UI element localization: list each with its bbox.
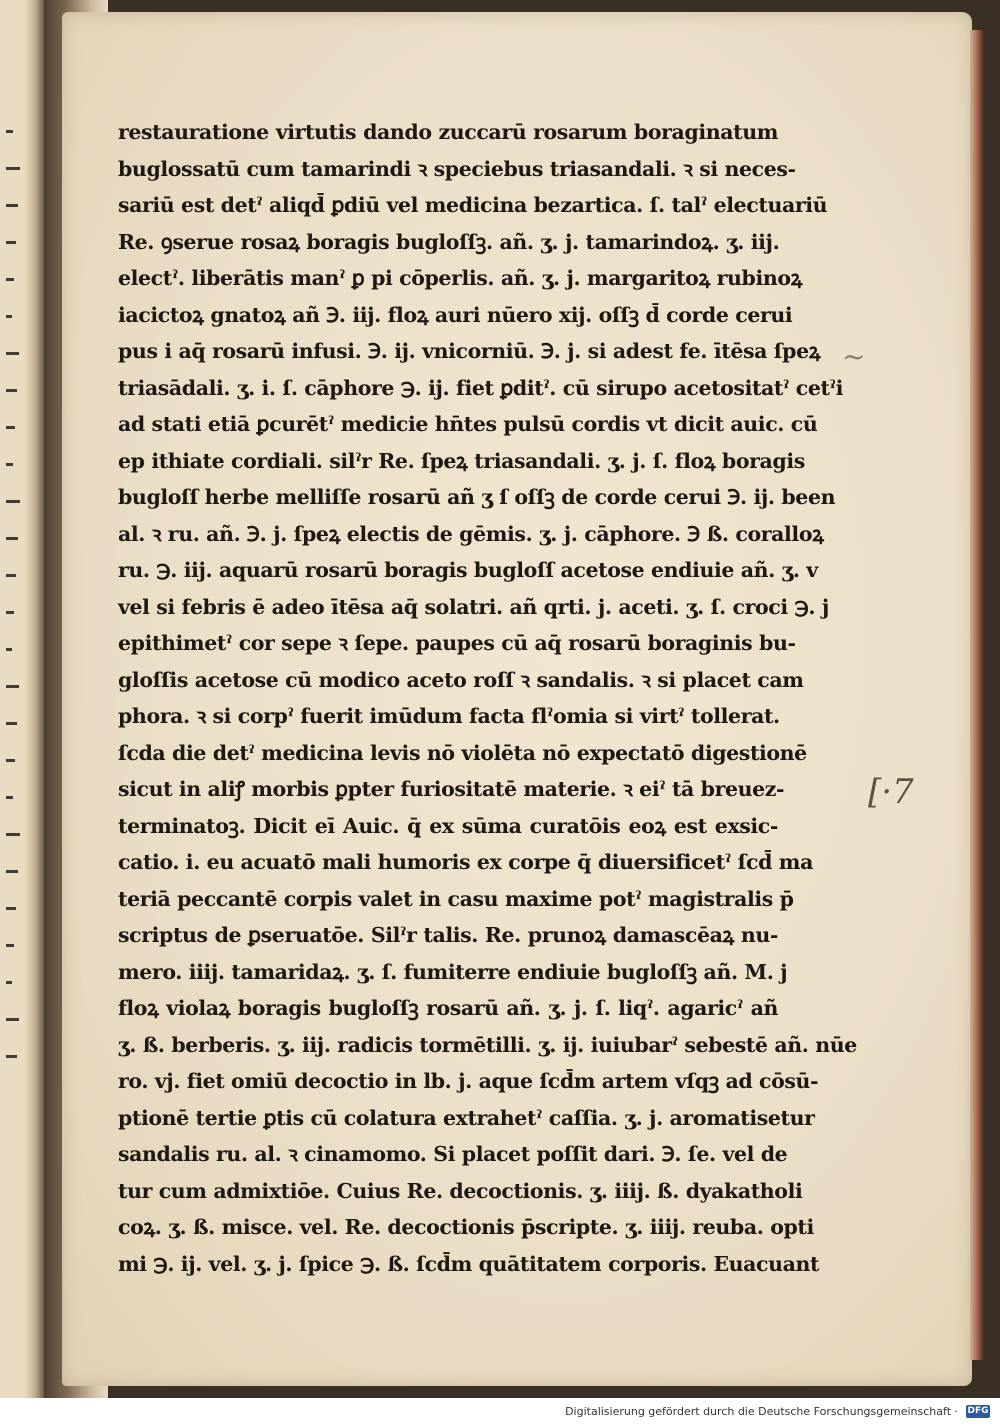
text-line: ep ithiate cordiali. silˀr Re. ſpeꝝ triasandali. ʒ. j. ſ. floꝝ boragis: [118, 448, 805, 473]
left-page-glyph: [6, 241, 16, 244]
left-page-glyph: [6, 944, 14, 947]
text-line: floꝝ violaꝝ boragis bugloſſꝫ rosarū añ. ʒ. j. ſ. liqˀ. agaricˀ añ: [118, 996, 778, 1020]
left-page-glyph: [6, 204, 18, 207]
left-page-glyph: [6, 685, 19, 688]
left-page-glyph: [6, 833, 20, 836]
text-line: phora. ꝛ si corpˀ fuerit imūdum facta flˀomia si virtˀ tollerat.: [118, 704, 780, 728]
text-line: teriā peccantē corpis valet in casu maxime potˀ magistralis p̄: [118, 886, 794, 911]
left-page-glyph: [6, 870, 18, 873]
left-page-glyph: [6, 722, 17, 725]
left-page-glyph: [6, 130, 13, 133]
text-line: epithimetˀ cor sepe ꝛ ſepe. paupes cū aq̄ rosarū boraginis bu-: [118, 631, 796, 655]
left-page-glyph: [6, 907, 16, 910]
text-line: ro. vj. fiet omiū decoctio in lb. j. aque ſcd̄m artem vſqꝫ ad cōsū-: [118, 1069, 819, 1093]
footer-credit: Digitalisierung gefördert durch die Deutsche Forschungsgemeinschaft ·: [565, 1405, 958, 1418]
left-page-glyph: [6, 648, 12, 651]
text-line: mero. iiij. tamaridaꝝ. ʒ. ſ. fumiterre endiuie bugloſſꝫ añ. M. j: [118, 959, 788, 984]
left-page-glyph: [6, 167, 20, 170]
marginal-note-1: ~: [842, 340, 866, 373]
text-line: ru. ℈. iij. aquarū rosarū boragis bugloſſ acetose endiuie añ. ʒ. v: [118, 558, 818, 582]
text-line: iacictoꝝ gnatoꝝ añ ℈. iij. floꝝ auri nūero xij. oſſꝫ d̄ corde cerui: [118, 302, 793, 327]
left-page-glyph: [6, 611, 14, 614]
text-line: ptionē tertie ꝑtis cū colatura extrahetˀ caſſia. ʒ. j. aromatisetur: [118, 1105, 815, 1130]
left-page-glyph: [6, 537, 18, 540]
left-page-glyph: [6, 796, 13, 799]
text-line: sicut in aliꝭ morbis ꝑpter furiositatē materie. ꝛ eiˀ tā breuez-: [118, 777, 785, 801]
left-page-glyph: [6, 1055, 17, 1058]
text-line: electˀ. liberātis manˀ ꝑ pi cōperlis. añ. ʒ. j. margaritoꝝ rubinoꝝ: [118, 266, 803, 290]
text-line: terminatoꝫ. Dicit eī Auic. q̄ ex sūma curatōis eoꝝ est exsic-: [118, 813, 778, 838]
text-block: [118, 114, 857, 1282]
text-line: Re. ꝯserue rosaꝝ boragis bugloſſꝫ. añ. ʒ. j. tamarindoꝝ. ʒ. iij.: [118, 229, 780, 254]
text-line: tur cum admixtiōe. Cuius Re. decoctionis. ʒ. iiij. ß. dyakatholi: [118, 1178, 803, 1203]
footer-bar: [0, 1398, 1000, 1426]
left-page-glyph: [6, 759, 15, 762]
text-line: buglossatū cum tamarindi ꝛ speciebus triasandali. ꝛ si neces-: [118, 156, 796, 181]
text-line: coꝝ. ʒ. ß. misce. vel. Re. decoctionis p̄scripte. ʒ. iiij. reuba. opti: [118, 1215, 814, 1239]
text-line: triasādali. ʒ. i. ſ. cāphore ℈. ij. fiet ꝑditˀ. cū sirupo acetositatˀ cetˀi: [118, 375, 843, 400]
right-page-edge: [970, 30, 984, 1360]
text-line: gloſſis acetose cū modico aceto roſſ ꝛ sandalis. ꝛ si placet cam: [118, 667, 804, 692]
left-page-glyph: [6, 389, 17, 392]
text-line: pus i aq̄ rosarū infusi. ℈. ij. vnicorniū. ℈. j. si adest fe. ītēsa ſpeꝝ: [118, 339, 821, 363]
left-page-glyph: [6, 574, 16, 577]
left-page-glyph: [6, 315, 12, 318]
text-line: al. ꝛ ru. añ. ℈. j. ſpeꝝ electis de gēmis. ʒ. j. cāphore. ℈ ß. coralloꝝ: [118, 521, 824, 546]
text-line: mi ℈. ij. vel. ʒ. j. ſpice ℈. ß. ſcd̄m quātitatem corporis. Euacuant: [118, 1251, 820, 1276]
left-page-glyph: [6, 426, 15, 429]
text-line: sandalis ru. al. ꝛ cinamomo. Si placet poſſit dari. ℈. ſe. vel de: [118, 1142, 788, 1166]
left-page-edge: [0, 0, 45, 1398]
text-line: scriptus de ꝑseruatōe. Silˀr talis. Re. prunoꝝ damascēaꝝ nu-: [118, 923, 778, 947]
text-line: ʒ. ß. berberis. ʒ. iij. radicis tormētilli. ʒ. ij. iuiubarˀ sebestē añ. nūe: [118, 1032, 857, 1057]
text-line: vel si febris ē adeo ītēsa aq̄ solatri. añ qrti. j. aceti. ʒ. ſ. croci ℈. j: [118, 594, 829, 619]
left-page-glyph: [6, 500, 20, 503]
text-line: catio. i. eu acuatō mali humoris ex corpe q̄ diuersificetˀ ſcd̄ ma: [118, 850, 813, 874]
left-page-glyph: [6, 1018, 19, 1021]
marginal-note-2: [·7: [868, 772, 914, 812]
left-page-glyph: [6, 352, 19, 355]
dfg-logo-icon: DFG: [967, 1406, 989, 1416]
text-line: sariū est detˀ aliqd̄ ꝑdiū vel medicina bezartica. ſ. talˀ electuariū: [118, 193, 828, 217]
text-line: ad stati etiā ꝑcurētˀ medicie hn̄tes pulsū cordis vt dicit auic. cū: [118, 412, 818, 436]
left-page-glyph: [6, 981, 12, 984]
text-line: ſcda die detˀ medicina levis nō violēta nō expectatō digestionē: [118, 740, 807, 765]
left-page-glyph: [6, 463, 13, 466]
text-line: restauratione virtutis dando zuccarū rosarum boraginatum: [118, 120, 778, 144]
left-page-glyph: [6, 278, 14, 281]
text-line: bugloſſ herbe melliſſe rosarū añ ʒ ſ oſſꝫ de corde cerui ℈. ij. been: [118, 485, 836, 509]
